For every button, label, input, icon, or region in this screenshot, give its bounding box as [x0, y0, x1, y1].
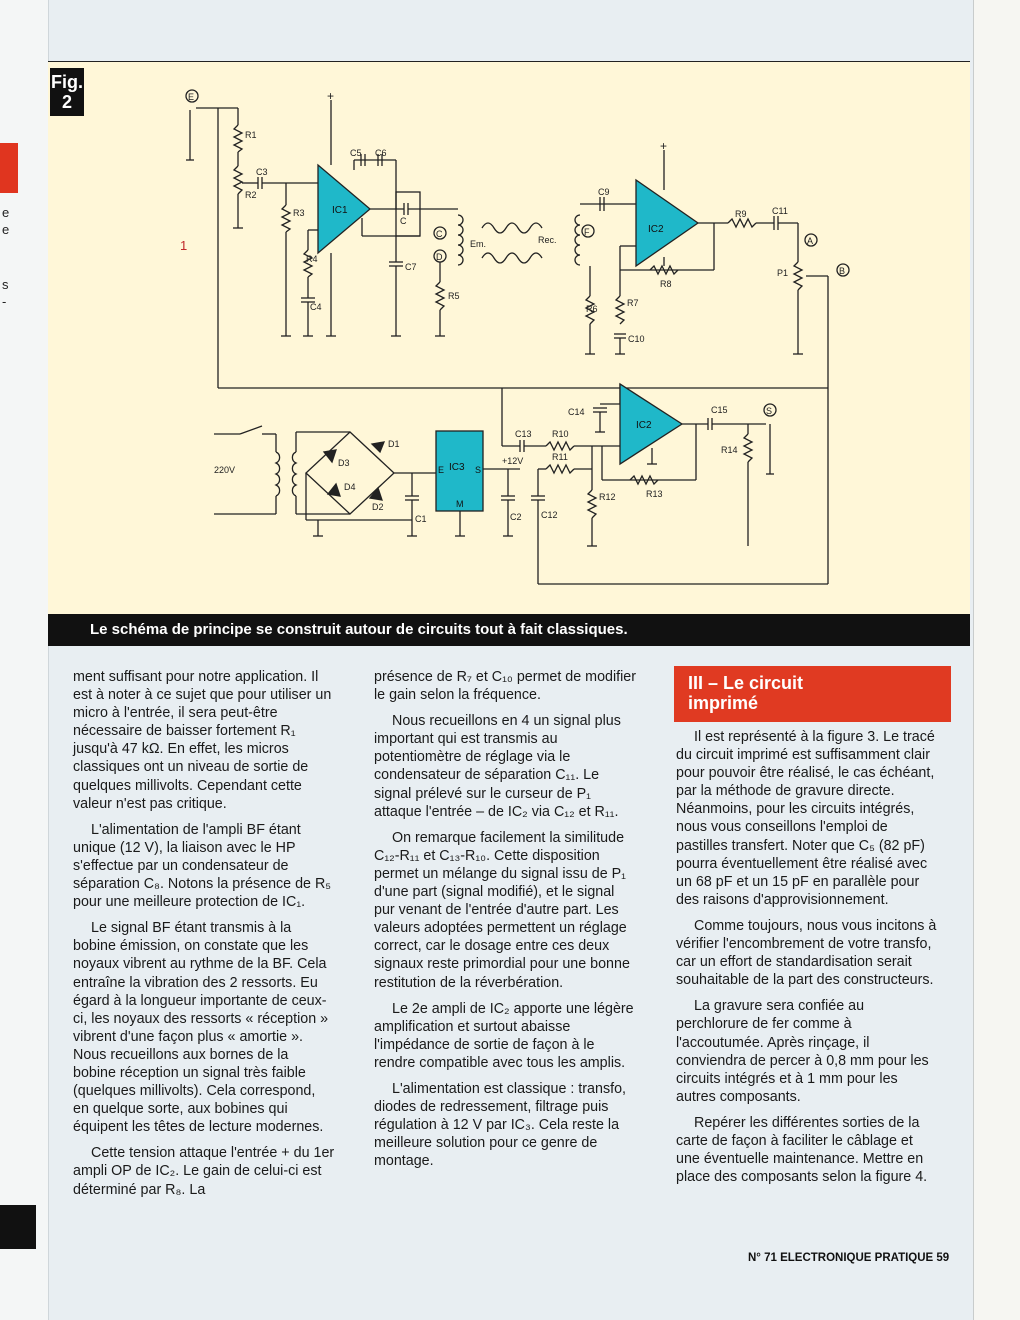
svg-text:A: A — [807, 236, 814, 246]
edge-letter: - — [2, 294, 7, 309]
c10-label: C10 — [628, 334, 645, 344]
figure-caption: Le schéma de principe se construit autour de circuits tout à fait classiques. — [48, 614, 970, 646]
figure-label-number: 2 — [61, 92, 72, 112]
black-tab — [0, 1205, 36, 1249]
terminal-e-label: E — [188, 92, 195, 102]
svg-text:D: D — [436, 252, 443, 262]
section-heading-line: imprimé — [688, 693, 759, 713]
svg-text:+: + — [327, 89, 335, 103]
d3-label: D3 — [338, 458, 350, 468]
c5-label: C5 — [350, 148, 362, 158]
d3-symbol — [324, 450, 336, 462]
r9-label: R9 — [735, 209, 747, 219]
v220-label: 220V — [214, 465, 236, 475]
stray-mark: 1 — [180, 238, 188, 253]
paragraph: Le 2e ampli de IC₂ apporte une légère amplification et surtout abaisse l'impédance de sortie de façon à le rendre compatible avec tous les amplis. — [374, 1000, 634, 1071]
r8-label: R8 — [660, 279, 672, 289]
paragraph: présence de R₇ et C₁₀ permet de modifier le gain selon la fréquence. — [374, 669, 637, 704]
d2-label: D2 — [372, 502, 384, 512]
d1-symbol — [372, 442, 384, 452]
d4-symbol — [328, 484, 340, 496]
d1-label: D1 — [388, 439, 400, 449]
c13-label: C13 — [515, 429, 532, 439]
ic1-label: IC1 — [332, 205, 348, 216]
c6-label: C6 — [375, 148, 387, 158]
svg-text:S: S — [475, 465, 482, 475]
text-column-3 — [676, 728, 938, 1194]
r11-label: R11 — [552, 452, 568, 462]
paragraph: Repérer les différentes sorties de la carte de façon à faciliter le câblage et une éventuelle maintenance. Mettre en place des composants selon la figure 4. — [676, 1114, 928, 1186]
p1-label: P1 — [777, 268, 789, 278]
c4-label: C4 — [310, 302, 322, 312]
r2-label: R2 — [245, 190, 257, 200]
figure-label-text: Fig. — [51, 72, 83, 92]
svg-text:+: + — [660, 139, 668, 153]
r12-label: R12 — [599, 492, 616, 502]
r6-label: R6 — [586, 304, 598, 314]
svg-text:F: F — [584, 227, 590, 237]
red-tab — [0, 143, 18, 193]
section-heading-line: III – Le circuit — [688, 673, 804, 693]
left-page-edge — [0, 0, 49, 1320]
c1-label: C1 — [415, 514, 427, 524]
edge-letter: e — [2, 205, 10, 220]
paragraph: Comme toujours, nous vous incitons à vérifier l'encombrement de votre transfo, car un effort de standardisation serait souhaitable de la part des constructeurs. — [676, 917, 937, 989]
r10-label: R10 — [552, 429, 569, 439]
d4-label: D4 — [344, 482, 356, 492]
edge-letter: s — [2, 277, 9, 292]
svg-text:IC3: IC3 — [449, 462, 465, 473]
r1-label: R1 — [245, 130, 257, 140]
r5-label: R5 — [448, 291, 460, 301]
edge-letter: e — [2, 222, 10, 237]
svg-text:C: C — [400, 216, 407, 226]
paragraph: Le signal BF étant transmis à la bobine émission, on constate que les noyaux vibrent au rythme de la BF. Cela entraîne la vibration des 2 ressorts. Eu égard à la longueur importante de ceux-ci, les noyaux des ressorts « réception » vibrent d'une façon plus « amortie ». Nous recueillons aux bornes de la bobine réception un signal très faible (quelques millivolts). Cela correspond, en quelque sorte, aux bobines qui équipent les têtes de lecture modernes. — [73, 920, 329, 1136]
text-column-2 — [374, 668, 636, 1178]
r14-label: R14 — [721, 445, 738, 455]
svg-text:E: E — [438, 465, 445, 475]
c11-label: C11 — [772, 206, 788, 216]
page-footer: N° 71 ELECTRONIQUE PRATIQUE 59 — [748, 1252, 950, 1264]
svg-text:IC2: IC2 — [636, 420, 652, 431]
text-column-1 — [73, 668, 335, 1207]
r7-label: R7 — [627, 298, 639, 308]
paragraph: La gravure sera confiée au perchlorure de fer comme à l'accoutumée. Après rinçage, il conviendra de percer à 0,8 mm pour les circuits intégrés et à 1 mm pour les autres composants. — [676, 998, 929, 1105]
c12-label: C12 — [541, 510, 558, 520]
c7-label: C7 — [405, 262, 417, 272]
r3-label: R3 — [293, 208, 305, 218]
c14-label: C14 — [568, 407, 585, 417]
svg-text:S: S — [766, 406, 773, 416]
svg-text:IC2: IC2 — [648, 224, 664, 235]
section-heading — [674, 666, 951, 722]
c15-label: C15 — [711, 405, 728, 415]
svg-text:M: M — [456, 499, 464, 509]
paragraph: Nous recueillons en 4 un signal plus important qui est transmis au potentiomètre de réglage via le condensateur de séparation C₁₁. Le signal prélevé sur le curseur de P₁ attaque l'entrée – de IC₂ via C₁₂ et R₁₁. — [374, 713, 621, 820]
c9-label: C9 — [598, 187, 610, 197]
r4-label: R4 — [306, 254, 318, 264]
c3-label: C3 — [256, 167, 268, 177]
paragraph: L'alimentation est classique : transfo, diodes de redressement, filtrage puis régulation à 12 V par IC₃. Cela reste la meilleure solution pour ce genre de montage. — [374, 1080, 626, 1170]
paragraph: On remarque facilement la similitude C₁₂-R₁₁ et C₁₃-R₁₀. Cette disposition permet un mélange du signal issu de P₁ d'une part (signal modifié), et le signal pur venant de l'entrée d'autre part. Les valeurs adoptées permettent un réglage correct, car le dosage entre ces deux signaux reste primordial pour une bonne restitution de la réverbération. — [374, 829, 630, 991]
circuit-schematic — [48, 62, 970, 614]
em-label: Em. — [470, 239, 487, 249]
c2-label: C2 — [510, 512, 522, 522]
svg-text:C: C — [436, 229, 443, 239]
paragraph: Cette tension attaque l'entrée + du 1er ampli OP de IC₂. Le gain de celui-ci est déterminé par R₈. La — [73, 1145, 335, 1198]
paragraph: Il est représenté à la figure 3. Le tracé du circuit imprimé est suffisamment clair pour pouvoir être réalisé, le cas échéant, par la méthode de gravure directe. Néanmoins, pour les circuits intégrés, nous vous conseillons l'emploi de pastilles transfert. Noter que C₅ (82 pF) pourra éventuellement être réalisé avec un 68 pF et un 15 pF en parallèle pour des raisons d'approvisionnement. — [676, 729, 935, 908]
ic2-top-symbol — [636, 180, 698, 266]
paragraph: ment suffisant pour notre application. Il est à noter à ce sujet que pour utiliser un micro à l'entrée, il sera peut-être nécessaire de baisser fortement R₁ jusqu'à 47 kΩ. En effet, les micros classiques ont un niveau de sortie de quelques millivolts. Cependant cette valeur n'est pas critique. — [73, 669, 332, 812]
right-page-edge — [973, 0, 1020, 1320]
svg-text:B: B — [839, 266, 846, 276]
r13-label: R13 — [646, 489, 663, 499]
figure-number — [50, 68, 84, 116]
v12-label: +12V — [502, 456, 524, 466]
rec-label: Rec. — [538, 235, 557, 245]
figure-area — [48, 62, 970, 614]
paragraph: L'alimentation de l'ampli BF étant unique (12 V), la liaison avec le HP s'effectue par un condensateur de séparation C₈. Notons la présence de R₅ pour une meilleure protection de IC₁. — [73, 821, 332, 911]
